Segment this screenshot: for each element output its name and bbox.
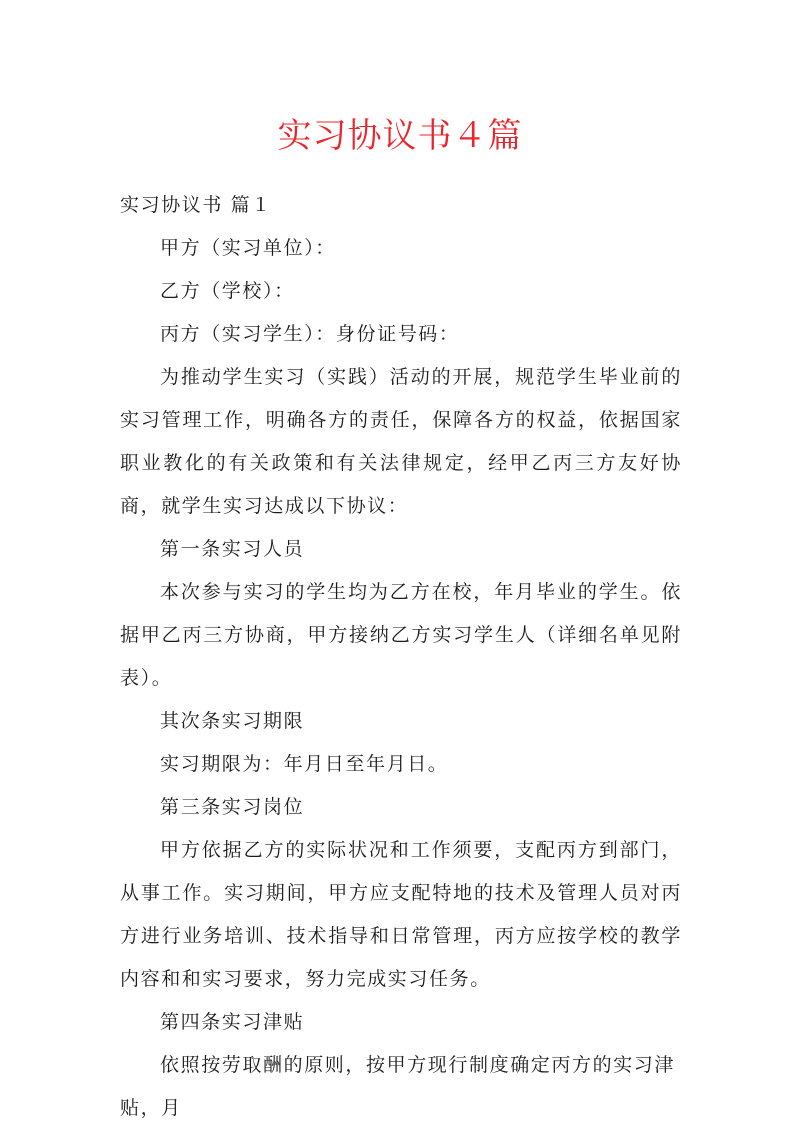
article-4-heading: 第四条实习津贴 xyxy=(160,1011,305,1033)
article-1-paragraph: 本次参与实习的学生均为乙方在校，年月毕业的学生。依据甲乙丙三方协商，甲方接纳乙方实习学生人（详细名单见附表）。 xyxy=(120,581,682,689)
article-4-paragraph: 依照按劳取酬的原则，按甲方现行制度确定丙方的实习津贴，月 xyxy=(120,1054,676,1119)
preamble-paragraph: 为推动学生实习（实践）活动的开展，规范学生毕业前的实习管理工作，明确各方的责任，保障各方的权益，依据国家职业教化的有关政策和有关法律规定，经甲乙丙三方友好协商，就学生实习达成以下协议： xyxy=(120,366,682,517)
article-3-heading: 第三条实习岗位 xyxy=(160,796,305,818)
article-2-paragraph: 实习期限为：年月日至年月日。 xyxy=(160,753,449,775)
party-a-line: 甲方（实习单位）： xyxy=(160,237,336,259)
article-2-heading: 其次条实习期限 xyxy=(160,710,305,732)
section-heading: 实习协议书 篇１ xyxy=(120,194,272,216)
article-1-heading: 第一条实习人员 xyxy=(160,538,305,560)
party-b-line: 乙方（学校）： xyxy=(160,280,295,302)
document-title: 实习协议书４篇 xyxy=(277,116,523,156)
article-3-paragraph: 甲方依据乙方的实际状况和工作须要，支配丙方到部门，从事工作。实习期间，甲方应支配特地的技术及管理人员对丙方进行业务培训、技术指导和日常管理，丙方应按学校的教学内容和和实习要求，努力完成实习任务。 xyxy=(120,839,682,990)
document-body xyxy=(120,184,682,1130)
party-c-line: 丙方（实习学生）：身份证号码： xyxy=(160,323,460,345)
